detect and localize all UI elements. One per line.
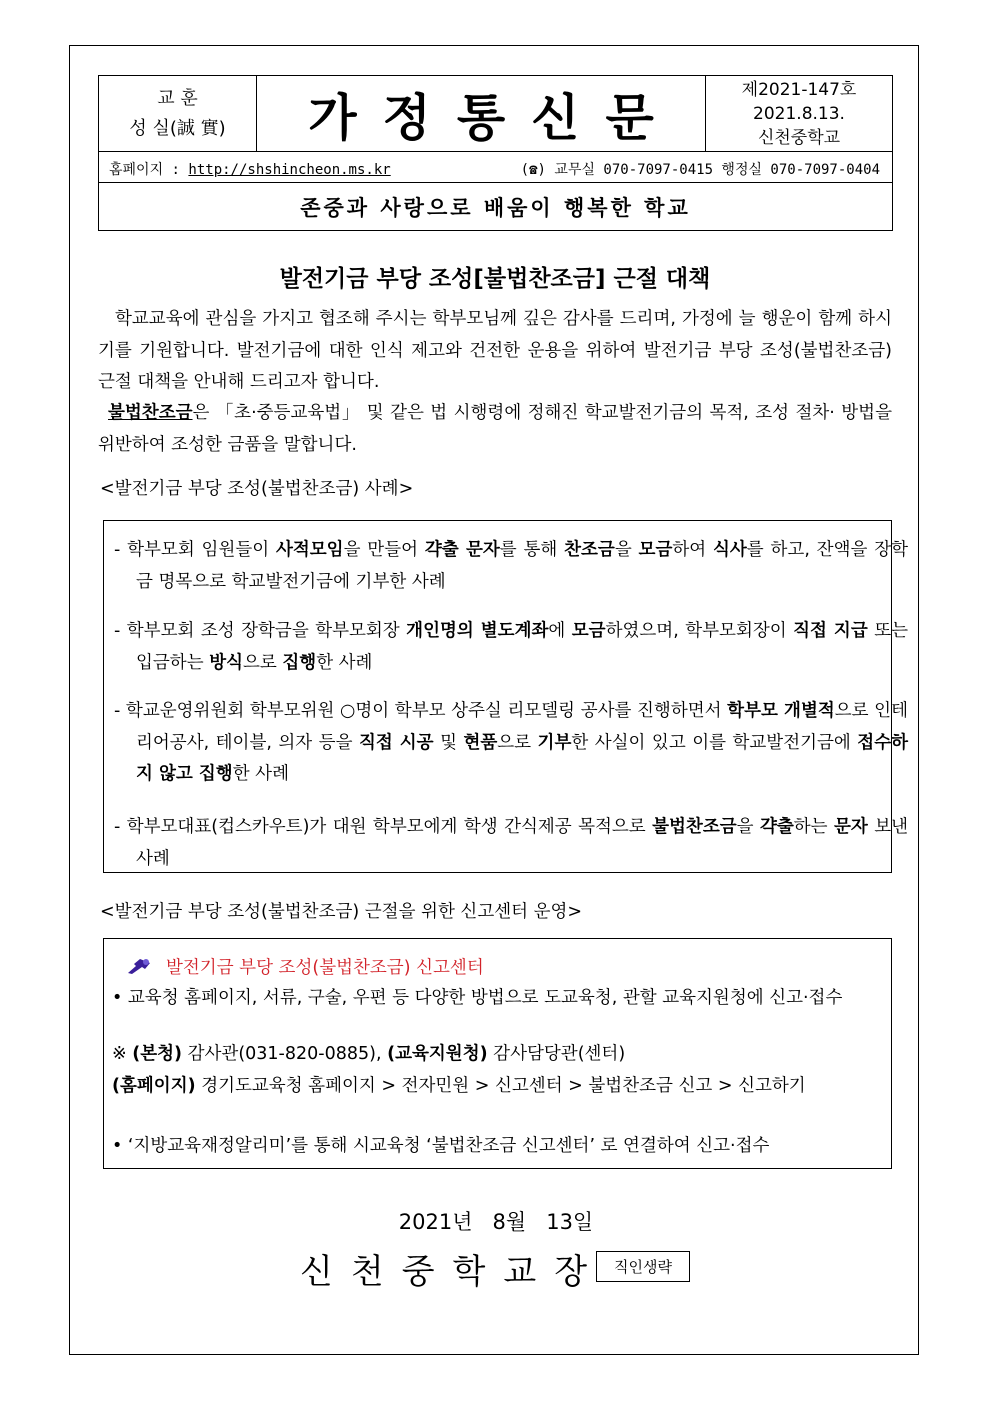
- report-title-line: [126, 956, 898, 981]
- motto-text: 성 실(誠 實): [129, 117, 226, 139]
- phone-info: [521, 159, 880, 179]
- case-item: - 학교운영위원회 학부모위원 ○명이 학부모 상주실 리모델링 공사를 진행하면서 학부모 개별적으로 인테리어공사, 테이블, 의자 등을 직접 시공 및 현품으로 기부한 사실이 있고 이를 학교발전기금에 접수하지 않고 집행한 사례: [114, 701, 909, 784]
- phone-icon: (☎): [520, 162, 546, 178]
- report-method-line: • 교육청 홈페이지, 서류, 구술, 우편 등 다양한 방법으로 도교육청, 관할 교육지원청에 신고·접수: [112, 988, 843, 1008]
- homepage-label: 홈페이지 :: [109, 162, 180, 178]
- homepage: [109, 159, 391, 179]
- report-heading: <발전기금 부당 조성(불법찬조금) 근절을 위한 신고센터 운영>: [100, 902, 583, 922]
- page-title: 발전기금 부당 조성[불법찬조금] 근절 대책: [279, 266, 711, 292]
- definition-term: 불법찬조금: [108, 403, 193, 423]
- definition-text: 은 「초·중등교육법」 및 같은 법 시행령에 정해진 학교발전기금의 목적, 조성 절차· 방법을 위반하여 조성한 금품을 말합니다.: [98, 403, 892, 455]
- issue-date: 2021년 8월 13일: [398, 1210, 594, 1234]
- pointer-icon: [126, 957, 152, 975]
- motto-label: 교 훈: [157, 87, 198, 109]
- principal-signature: 신천중학교장: [300, 1252, 606, 1292]
- report-center-box: [103, 938, 892, 1169]
- case-item: - 학부모회 임원들이 사적모임을 만들어 갹출 문자를 통해 찬조금을 모금하여 식사를 하고, 잔액을 장학금 명목으로 학교발전기금에 기부한 사례: [114, 540, 909, 592]
- document-number: 제2021-147호: [741, 79, 857, 100]
- report-contact-line: ※ (본청) 감사관(031-820-0885), (교육지원청) 감사담당관(센터): [112, 1044, 626, 1064]
- report-homepage-line: (홈페이지) 경기도교육청 홈페이지 > 전자민원 > 신고센터 > 불법찬조금 신고 > 신고하기: [112, 1076, 806, 1096]
- intro-paragraph: 학교교육에 관심을 가지고 협조해 주시는 학부모님께 깊은 감사를 드리며, 가정에 늘 행운이 함께 하시기를 기원합니다. 발전기금에 대한 인식 제고와 건전한 운용을 위하여 발전기금 부당 조성(불법찬조금) 근절 대책을 안내해 드리고자 합니다.: [98, 309, 892, 392]
- phone-text: 교무실 070-7097-0415 행정실 070-7097-0404: [554, 162, 880, 178]
- case-item: - 학부모대표(컵스카우트)가 대원 학부모에게 학생 간식제공 목적으로 불법찬조금을 갹출하는 문자 보낸 사례: [114, 817, 909, 869]
- definition-paragraph: [98, 398, 892, 461]
- school-name: 신천중학교: [757, 127, 841, 148]
- seal-omitted-box: 직인생략: [596, 1251, 690, 1282]
- report-alimi-line: • ‘지방교육재정알리미’를 통해 시교육청 ‘불법찬조금 신고센터’ 로 연결하여 신고·접수: [112, 1136, 770, 1156]
- cases-box: [103, 520, 909, 873]
- cases-heading: <발전기금 부당 조성(불법찬조금) 사례>: [100, 479, 414, 499]
- letter-header: [98, 75, 893, 231]
- school-motto: [99, 76, 257, 151]
- document-info: [705, 76, 892, 151]
- document-title: 가정통신문: [308, 88, 680, 147]
- document-date: 2021.8.13.: [753, 103, 845, 124]
- school-slogan: 존중과 사랑으로 배움이 행복한 학교: [300, 195, 691, 220]
- case-item: - 학부모회 조성 장학금을 학부모회장 개인명의 별도계좌에 모금하였으며, 학부모회장이 직접 지급 또는 입금하는 방식으로 집행한 사례: [114, 621, 909, 673]
- homepage-link[interactable]: http://shshincheon.ms.kr: [188, 162, 391, 178]
- report-center-title: 발전기금 부당 조성(불법찬조금) 신고센터: [166, 958, 484, 978]
- contact-bar: [99, 151, 892, 183]
